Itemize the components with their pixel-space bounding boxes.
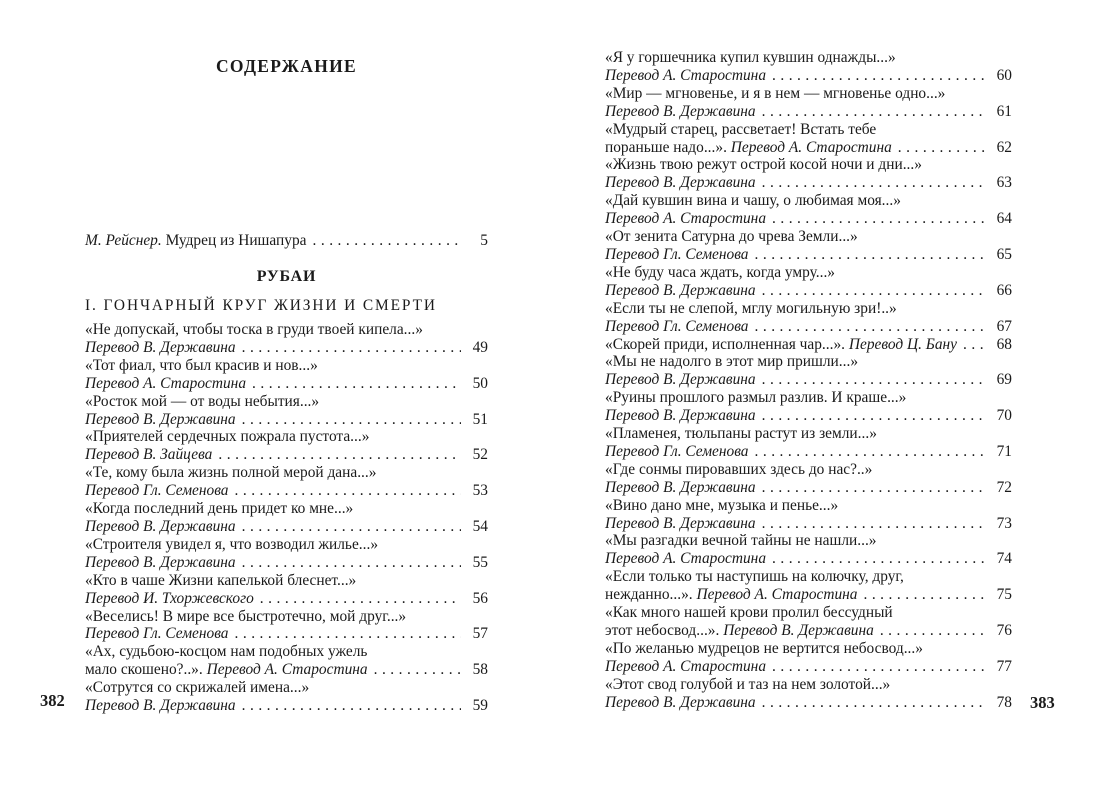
entry-translator: Перевод В. Державина	[85, 553, 236, 571]
entry-text	[605, 622, 874, 640]
section-heading: I. ГОНЧАРНЫЙ КРУГ ЖИЗНИ И СМЕРТИ	[85, 297, 437, 314]
dot-leader	[762, 371, 985, 389]
toc-entry	[605, 353, 1012, 389]
entry-text	[605, 103, 756, 121]
dot-leader	[898, 139, 985, 157]
entry-page-line	[605, 246, 1012, 264]
entry-title-line: «Мир — мгновенье, и я в нем — мгновенье одно...»	[605, 84, 946, 102]
entry-translator: Перевод А. Старостина	[696, 586, 858, 604]
entry-translator: Перевод Гл. Семенова	[605, 245, 749, 263]
entry-title-line: «Росток мой — от воды небытия...»	[85, 392, 320, 410]
entry-title-line: «Веселись! В мире все быстротечно, мой друг...»	[85, 607, 407, 625]
entry-text	[605, 479, 756, 497]
toc-entry	[605, 336, 1012, 354]
entry-page-line	[85, 697, 488, 715]
entry-text	[85, 446, 212, 464]
entry-page-line	[605, 443, 1012, 461]
entry-page-number: 77	[996, 657, 1012, 675]
entry-translator: Перевод В. Зайцева	[85, 446, 213, 464]
entry-translator: Перевод В. Державина	[605, 174, 756, 192]
entry-page-number: 51	[472, 410, 488, 428]
entry-page-number: 49	[472, 338, 488, 356]
entry-title-line: «Когда последний день придет ко мне...»	[85, 500, 354, 518]
toc-entry	[85, 464, 488, 500]
entry-page-number: 60	[996, 66, 1012, 84]
entry-text	[605, 550, 766, 568]
entry-translator: Перевод В. Державина	[605, 102, 756, 120]
entry-translator: Перевод А. Старостина	[605, 657, 767, 675]
entry-page-line	[605, 210, 1012, 228]
dot-leader	[242, 697, 461, 715]
entry-page-number: 78	[996, 693, 1012, 711]
entry-continuation-text: пораньше надо...».	[605, 138, 731, 156]
toc-entry	[605, 604, 1012, 640]
entry-text	[85, 625, 229, 643]
entry-translator: Перевод А. Старостина	[206, 661, 368, 679]
entry-text	[605, 407, 756, 425]
entry-page-line	[85, 518, 488, 536]
entry-title-line: «Мы разгадки вечной тайны не нашли...»	[605, 532, 877, 550]
entry-continuation-text: мало скошено?..».	[85, 661, 207, 679]
dot-leader	[762, 479, 985, 497]
dot-leader	[755, 443, 986, 461]
entry-page-number: 67	[996, 317, 1012, 335]
dot-leader	[242, 339, 461, 357]
entry-title-line: «Мудрый старец, рассветает! Встать тебе	[605, 120, 877, 138]
entry-title-line: «Строителя увидел я, что возводил жилье...»	[85, 535, 379, 553]
entry-text	[605, 694, 756, 712]
entry-page-line	[85, 446, 488, 464]
entry-text	[605, 318, 749, 336]
entry-translator: Перевод В. Державина	[605, 514, 756, 532]
entry-page-line	[85, 339, 488, 357]
entry-text	[85, 482, 229, 500]
entry-title-line: «Ах, судьбою-косцом нам подобных ужель	[85, 643, 368, 661]
entry-page-line	[605, 371, 1012, 389]
toc-entry	[85, 679, 488, 715]
entry-page-line	[605, 586, 1012, 604]
toc-entry	[85, 428, 488, 464]
entry-page-line	[605, 694, 1012, 712]
entry-text	[605, 174, 756, 192]
entry-page-number: 73	[996, 514, 1012, 532]
entry-continuation-text: нежданно...».	[605, 586, 697, 604]
dot-leader	[772, 210, 985, 228]
toc-entry	[85, 357, 488, 393]
entry-text	[605, 443, 749, 461]
entry-text	[605, 371, 756, 389]
entry-translator: Перевод В. Державина	[605, 478, 756, 496]
dot-leader	[252, 375, 461, 393]
entry-text	[85, 375, 246, 393]
entry-page-line	[605, 67, 1012, 85]
entry-page-line	[605, 550, 1012, 568]
entry-text	[85, 339, 236, 357]
intro-title-text: Мудрец из Нишапура	[165, 232, 307, 249]
dot-leader	[235, 482, 462, 500]
dot-leader	[762, 103, 985, 121]
entry-title-line: «Этот свод голубой и таз на нем золотой...»	[605, 675, 891, 693]
toc-entries-right-page	[605, 49, 1012, 712]
toc-entry	[605, 676, 1012, 712]
entry-page-line	[85, 661, 488, 679]
entry-page-number: 62	[996, 138, 1012, 156]
folio-left-page-number: 382	[40, 691, 65, 710]
entry-title-line: «Где сонмы пировавших здесь до нас?..»	[605, 460, 873, 478]
entry-title-line: «По желанью мудрецов не вертится небосвод...»	[605, 639, 923, 657]
entry-page-line	[85, 625, 488, 643]
dot-leader	[755, 246, 986, 264]
dot-leader	[762, 694, 985, 712]
entry-page-line	[605, 336, 1012, 354]
toc-entry	[605, 425, 1012, 461]
dot-leader	[374, 661, 461, 679]
entry-text	[605, 515, 756, 533]
entry-title-line: «Не допускай, чтобы тоска в груди твоей кипела...»	[85, 321, 423, 338]
entry-continuation-text: этот небосвод...».	[605, 622, 724, 639]
toc-entry	[605, 85, 1012, 121]
entry-page-line	[605, 515, 1012, 533]
entry-translator: Перевод А. Старостина	[605, 550, 767, 568]
entry-page-line	[605, 174, 1012, 192]
toc-entry	[605, 156, 1012, 192]
entry-page-line	[85, 590, 488, 608]
entry-title-line: «Если только ты наступишь на колючку, друг,	[605, 568, 904, 586]
entry-translator: Перевод Гл. Семенова	[605, 442, 749, 460]
entry-page-number: 56	[472, 589, 488, 607]
entry-page-line	[605, 103, 1012, 121]
entry-text	[605, 658, 766, 676]
toc-entry	[605, 228, 1012, 264]
entry-title-line: «Не буду часа ждать, когда умру...»	[605, 263, 835, 281]
intro-page-number: 5	[480, 232, 488, 249]
toc-title: СОДЕРЖАНИЕ	[215, 56, 357, 76]
entry-title-line: «Как много нашей крови пролил бессудный	[605, 604, 893, 622]
entry-title-line: «Сотрутся со скрижалей имена...»	[85, 679, 310, 697]
toc-entry	[605, 300, 1012, 336]
entry-page-line	[605, 479, 1012, 497]
entry-translator: Перевод В. Державина	[723, 622, 874, 639]
entry-page-number: 69	[996, 371, 1012, 389]
entry-page-number: 66	[996, 281, 1012, 299]
entry-page-number: 58	[472, 661, 488, 679]
entry-text	[605, 210, 766, 228]
entry-text	[85, 554, 236, 572]
entry-title-line: «Мы не надолго в этот мир пришли...»	[605, 353, 859, 371]
entry-text	[605, 139, 892, 157]
dot-leader	[762, 515, 985, 533]
dot-leader	[762, 407, 985, 425]
toc-entry	[605, 49, 1012, 85]
dot-leader	[313, 232, 462, 250]
dot-leader	[260, 590, 461, 608]
entry-page-line	[605, 139, 1012, 157]
entry-page-line	[605, 407, 1012, 425]
entry-page-line	[85, 554, 488, 572]
entry-text	[605, 336, 957, 354]
entry-translator: Перевод А. Старостина	[85, 374, 247, 392]
entry-text	[85, 590, 254, 608]
entry-title-line: «Если ты не слепой, мглу могильную зри!..»	[605, 299, 897, 317]
toc-entry	[605, 497, 1012, 533]
entry-translator: Перевод А. Старостина	[730, 138, 892, 156]
entry-page-line	[605, 282, 1012, 300]
entry-translator: Перевод В. Державина	[605, 407, 756, 425]
entry-translator: Перевод Гл. Семенова	[85, 482, 229, 500]
dot-leader	[242, 518, 461, 536]
toc-entry	[605, 264, 1012, 300]
entry-translator: Перевод В. Державина	[605, 371, 756, 389]
entry-page-number: 75	[996, 586, 1012, 604]
entry-page-number: 52	[472, 446, 488, 464]
entry-title-line: «Те, кому была жизнь полной мерой дана...»	[85, 464, 377, 482]
entry-page-number: 55	[472, 553, 488, 571]
entry-translator: Перевод А. Старостина	[605, 66, 767, 84]
folio-right-page-number: 383	[1030, 693, 1055, 712]
entry-translator: Перевод В. Державина	[85, 338, 236, 356]
entry-title-line: «Вино дано мне, музыка и пенье...»	[605, 496, 839, 514]
toc-entry	[85, 608, 488, 644]
dot-leader	[963, 336, 985, 354]
toc-entry	[85, 643, 488, 679]
toc-entry	[85, 572, 488, 608]
toc-entry	[605, 640, 1012, 676]
entry-page-number: 59	[472, 697, 488, 715]
entry-page-line	[85, 411, 488, 429]
entry-page-number: 76	[996, 622, 1012, 639]
entry-text	[85, 697, 236, 715]
entry-page-line	[85, 375, 488, 393]
entry-page-number: 54	[472, 517, 488, 535]
entry-title-line: «Руины прошлого размыл разлив. И краше...»	[605, 389, 907, 407]
toc-entry	[85, 500, 488, 536]
entry-page-number: 65	[996, 245, 1012, 263]
entry-title-line: «Дай кувшин вина и чашу, о любимая моя...»	[605, 192, 901, 210]
entry-translator: Перевод В. Державина	[85, 517, 236, 535]
entry-translator: Перевод В. Державина	[85, 410, 236, 428]
dot-leader	[235, 625, 462, 643]
entry-text	[85, 411, 236, 429]
entry-title-line: «От зенита Сатурна до чрева Земли...»	[605, 228, 858, 246]
toc-entry	[605, 532, 1012, 568]
toc-entry	[605, 461, 1012, 497]
entry-text	[85, 518, 236, 536]
dot-leader	[772, 550, 985, 568]
entry-page-line	[605, 318, 1012, 336]
entry-text	[605, 282, 756, 300]
entry-page-line	[605, 658, 1012, 676]
entry-page-line	[605, 622, 1012, 640]
toc-entry	[605, 121, 1012, 157]
toc-entry	[85, 393, 488, 429]
toc-entry	[85, 321, 488, 357]
intro-author: М. Рейснер.	[85, 232, 162, 249]
entry-page-number: 57	[472, 625, 488, 643]
dot-leader	[242, 411, 461, 429]
entry-text	[605, 67, 766, 85]
dot-leader	[863, 586, 985, 604]
dot-leader	[762, 282, 985, 300]
entry-translator: Перевод А. Старостина	[605, 210, 767, 228]
entry-title-line: «Приятелей сердечных пожрала пустота...»	[85, 428, 370, 446]
entry-page-number: 50	[472, 374, 488, 392]
dot-leader	[772, 658, 985, 676]
entry-page-number: 72	[996, 478, 1012, 496]
entry-translator: Перевод Гл. Семенова	[85, 625, 229, 643]
entry-title-line: «Кто в чаше Жизни капелькой блеснет...»	[85, 571, 357, 589]
entry-title-line: «Пламенея, тюльпаны растут из земли...»	[605, 425, 877, 443]
entry-page-number: 70	[996, 407, 1012, 425]
dot-leader	[755, 318, 986, 336]
toc-entries-left-page	[85, 321, 488, 715]
dot-leader	[762, 174, 985, 192]
entry-translator: Перевод Ц. Бану	[848, 335, 957, 353]
toc-entry	[605, 389, 1012, 425]
dot-leader	[772, 67, 985, 85]
entry-text	[85, 661, 368, 679]
part-title-rubai: РУБАИ	[256, 268, 317, 285]
entry-translator: Перевод В. Державина	[605, 693, 756, 711]
entry-title-line: «Я у горшечника купил кувшин однажды...»	[605, 49, 896, 66]
entry-page-line	[85, 482, 488, 500]
entry-text	[605, 246, 749, 264]
toc-entry	[85, 536, 488, 572]
toc-entry	[605, 568, 1012, 604]
dot-leader	[880, 622, 985, 640]
entry-text	[605, 586, 857, 604]
entry-translator: Перевод И. Тхоржевского	[85, 589, 254, 607]
entry-title-line: «Тот фиал, что был красив и нов...»	[85, 356, 318, 374]
intro-entry	[85, 232, 488, 250]
entry-page-number: 53	[472, 482, 488, 500]
entry-page-number: 63	[996, 174, 1012, 192]
dot-leader	[218, 446, 461, 464]
toc-entry	[605, 192, 1012, 228]
entry-translator: Перевод Гл. Семенова	[605, 317, 749, 335]
entry-continuation-text: «Скорей приди, исполненная чар...».	[605, 335, 849, 353]
entry-page-number: 68	[996, 335, 1012, 353]
entry-title-line: «Жизнь твою режут острой косой ночи и дни...»	[605, 156, 922, 174]
dot-leader	[242, 554, 461, 572]
entry-page-number: 71	[996, 442, 1012, 460]
entry-page-number: 61	[996, 102, 1012, 120]
entry-translator: Перевод В. Державина	[85, 697, 236, 715]
intro-entry-text	[85, 232, 307, 250]
entry-page-number: 74	[996, 550, 1012, 568]
entry-page-number: 64	[996, 210, 1012, 228]
entry-translator: Перевод В. Державина	[605, 281, 756, 299]
